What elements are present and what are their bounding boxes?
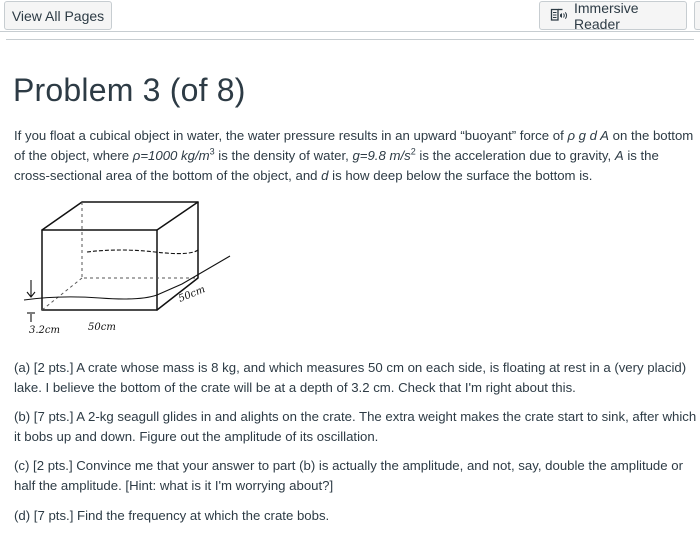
- part-a-text: (a) [2 pts.] A crate whose mass is 8 kg, and which measures 50 cm on each side, is floating at rest in a (very placid) lake. I believe the bottom of the crate will be at a depth of 3.2 cm. Check that I'm right about this.: [14, 360, 687, 395]
- view-all-pages-button[interactable]: [4, 1, 112, 30]
- overflow-button[interactable]: [694, 1, 700, 30]
- area-symbol: A: [614, 148, 624, 163]
- crate-outline: [42, 202, 198, 310]
- immersive-reader-button[interactable]: [539, 1, 687, 30]
- force-expression: ρ g d A: [567, 128, 609, 143]
- density-exponent: 3: [209, 146, 215, 157]
- intro-text-4: is the acceleration due to gravity,: [415, 148, 615, 163]
- part-c-text: (c) [2 pts.] Convince me that your answer to part (b) is actually the amplitude, and not, say, double the amplitude or half the amplitude. [Hint: what is it I'm worrying about?]: [14, 458, 683, 493]
- width-label: 50cm: [88, 322, 116, 333]
- part-b-text: (b) [7 pts.] A 2-kg seagull glides in and alights on the crate. The extra weight makes the crate start to sink, after which it bobs up and down. Figure out the amplitude of its oscillation.: [14, 409, 697, 444]
- intro-text-2: on the bottom of the object, where: [14, 128, 694, 163]
- intro-text-5: is the cross-sectional area of the bottom of the object, and: [14, 148, 659, 183]
- side-label: 50cm: [177, 284, 207, 305]
- gravity-exponent: 2: [410, 146, 416, 157]
- intro-paragraph: [14, 126, 698, 186]
- density-equation: ρ=1000 kg/m: [132, 148, 210, 163]
- view-all-pages-label: View All Pages: [11, 7, 105, 24]
- part-d-text: (d) [7 pts.] Find the frequency at which the crate bobs.: [14, 508, 330, 523]
- gravity-equation: g=9.8 m/s: [352, 148, 411, 163]
- crate-sketch: [20, 192, 250, 347]
- depth-label: 3.2cm: [29, 325, 60, 336]
- depth-symbol: d: [321, 168, 329, 183]
- page-title: Problem 3 (of 8): [13, 72, 246, 108]
- intro-text-6: is how deep below the surface the bottom is.: [328, 168, 593, 183]
- depth-arrow: [27, 280, 35, 322]
- intro-text-3: is the density of water,: [214, 148, 353, 163]
- immersive-reader-label: Immersive Reader: [574, 0, 639, 32]
- divider: [6, 39, 694, 40]
- intro-text-1: If you float a cubical object in water, the water pressure results in an upward “buoyant” force of: [14, 128, 568, 143]
- immersive-reader-icon: [550, 6, 568, 25]
- toolbar: [0, 0, 700, 32]
